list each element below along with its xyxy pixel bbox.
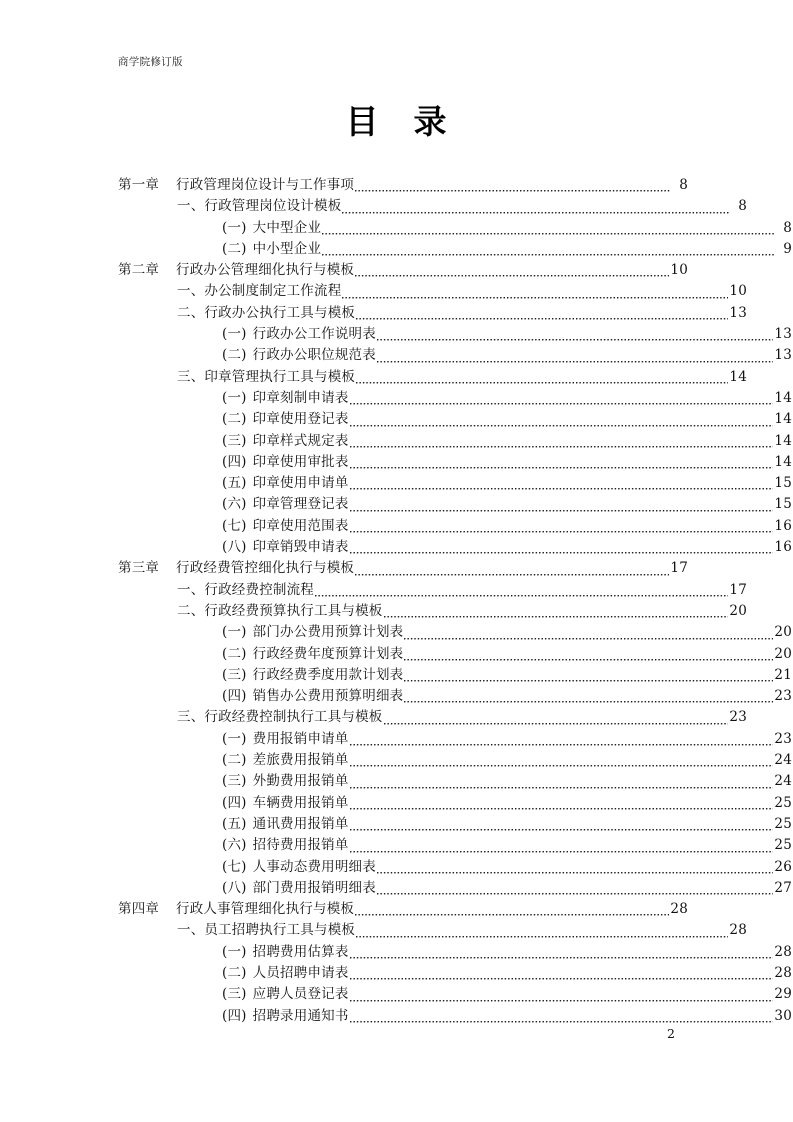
toc-entry[interactable]: [118, 707, 747, 728]
toc-dot-leader: [350, 467, 774, 469]
toc-entry-number: (二): [222, 752, 247, 769]
toc-entry-page: 25: [774, 794, 792, 811]
toc-entry-label: 销售办公费用预算明细表: [252, 688, 404, 705]
toc-dot-leader: [404, 638, 773, 640]
toc-entry-page: 14: [774, 432, 792, 449]
toc-entry-page: 27: [774, 879, 792, 896]
toc-entry[interactable]: [118, 558, 688, 579]
toc-entry-page: 20: [729, 602, 747, 619]
toc-entry-label: 行政经费年度预算计划表: [252, 645, 404, 662]
toc-entry-label: 招聘录用通知书: [252, 1007, 349, 1024]
toc-entry-number: (四): [222, 1007, 247, 1024]
toc-entry[interactable]: [118, 771, 792, 792]
toc-entry[interactable]: [118, 239, 792, 260]
toc-entry-page: 25: [774, 837, 792, 854]
toc-entry-number: (一): [222, 624, 247, 641]
toc-entry-number: (二): [222, 964, 247, 981]
toc-entry-number: (五): [222, 475, 247, 492]
toc-entry[interactable]: [118, 473, 792, 494]
toc-dot-leader: [350, 1000, 774, 1002]
toc-entry[interactable]: [118, 1006, 792, 1027]
toc-entry-number: (七): [222, 858, 247, 875]
toc-entry[interactable]: [118, 281, 747, 302]
toc-entry-number: (三): [222, 773, 247, 790]
toc-entry-label: 车辆费用报销单: [252, 794, 349, 811]
toc-entry-number: 一、: [177, 922, 205, 939]
toc-entry-number: (八): [222, 879, 247, 896]
table-of-contents: [118, 175, 792, 1027]
toc-entry-number: 第一章: [118, 177, 160, 193]
toc-entry-number: 第四章: [118, 901, 160, 918]
toc-entry-page: 20: [774, 624, 792, 641]
toc-entry-label: 行政经费管控细化执行与模板: [176, 560, 355, 577]
toc-entry[interactable]: [118, 601, 747, 622]
toc-entry-page: 8: [783, 219, 792, 236]
toc-dot-leader: [350, 765, 774, 767]
toc-entry-label: 部门办公费用预算计划表: [252, 624, 404, 641]
page-title: 目 录: [345, 102, 448, 141]
toc-entry-label: 应聘人员登记表: [252, 986, 349, 1003]
toc-dot-leader: [350, 851, 774, 853]
toc-entry-number: (四): [222, 453, 247, 470]
toc-dot-leader: [404, 701, 773, 703]
toc-dot-leader: [355, 190, 670, 192]
toc-entry-page: 16: [774, 539, 792, 556]
toc-entry-label: 办公制度制定工作流程: [204, 283, 342, 300]
toc-entry-page: 28: [774, 964, 792, 981]
toc-entry[interactable]: [118, 494, 792, 515]
toc-entry-page: 28: [774, 943, 792, 960]
toc-entry-page: 17: [670, 560, 688, 577]
toc-entry-page: 23: [774, 730, 792, 747]
toc-entry-label: 印章使用范围表: [252, 517, 349, 534]
toc-entry-number: (三): [222, 986, 247, 1003]
toc-entry[interactable]: [118, 665, 792, 686]
toc-entry-number: 三、: [177, 709, 205, 726]
toc-entry-page: 16: [774, 517, 792, 534]
toc-entry-number: (四): [222, 688, 247, 705]
toc-entry[interactable]: [118, 644, 792, 665]
toc-entry-page: 13: [774, 326, 792, 343]
toc-dot-leader: [350, 808, 774, 810]
toc-entry[interactable]: [118, 899, 688, 920]
toc-entry-page: 14: [729, 368, 747, 385]
toc-dot-leader: [350, 829, 774, 831]
toc-dot-leader: [350, 957, 774, 959]
toc-entry-label: 印章管理登记表: [252, 496, 349, 513]
toc-entry-page: 28: [729, 922, 747, 939]
toc-entry-number: (五): [222, 815, 247, 832]
toc-entry-page: 28: [670, 901, 688, 918]
toc-entry-label: 行政办公职位规范表: [252, 347, 376, 364]
toc-entry-page: 29: [774, 986, 792, 1003]
toc-dot-leader: [350, 1021, 774, 1023]
toc-entry-number: (六): [222, 496, 247, 513]
toc-dot-leader: [350, 552, 774, 554]
toc-entry-label: 行政经费控制执行工具与模板: [204, 709, 383, 726]
toc-entry[interactable]: [118, 750, 792, 771]
toc-entry[interactable]: [118, 345, 792, 366]
toc-dot-leader: [350, 787, 774, 789]
toc-dot-leader: [377, 339, 773, 341]
toc-entry[interactable]: [118, 218, 792, 239]
toc-entry-number: 第三章: [118, 560, 160, 577]
toc-entry-label: 通讯费用报销单: [252, 815, 349, 832]
toc-entry-label: 印章管理执行工具与模板: [204, 368, 356, 385]
toc-entry-number: (二): [222, 240, 247, 257]
toc-entry-page: 13: [729, 304, 747, 321]
toc-entry[interactable]: [118, 686, 792, 707]
toc-entry[interactable]: [118, 516, 792, 537]
toc-entry-page: 15: [774, 475, 792, 492]
toc-entry-label: 行政经费季度用款计划表: [252, 666, 404, 683]
toc-dot-leader: [356, 318, 728, 320]
toc-entry-number: (一): [222, 730, 247, 747]
toc-entry-number: (一): [222, 943, 247, 960]
toc-entry[interactable]: [118, 175, 688, 196]
toc-entry[interactable]: [118, 409, 792, 430]
toc-entry-label: 招聘费用估算表: [252, 943, 349, 960]
toc-dot-leader: [355, 574, 669, 576]
toc-entry-page: 13: [774, 347, 792, 364]
toc-entry-label: 行政管理岗位设计模板: [204, 198, 342, 215]
toc-entry-label: 印章样式规定表: [252, 432, 349, 449]
toc-entry-number: 一、: [177, 198, 205, 215]
toc-entry-page: 10: [729, 283, 747, 300]
toc-entry-page: 20: [774, 645, 792, 662]
toc-dot-leader: [350, 744, 774, 746]
toc-entry[interactable]: [118, 835, 792, 856]
toc-dot-leader: [350, 978, 774, 980]
toc-entry[interactable]: [118, 857, 792, 878]
toc-entry-label: 印章销毁申请表: [252, 539, 349, 556]
toc-dot-leader: [384, 616, 729, 618]
toc-entry-number: 三、: [177, 368, 205, 385]
toc-dot-leader: [404, 659, 773, 661]
toc-entry-label: 行政经费控制流程: [204, 581, 315, 598]
toc-dot-leader: [342, 212, 729, 214]
toc-entry[interactable]: [118, 452, 792, 473]
toc-dot-leader: [384, 723, 729, 725]
toc-entry[interactable]: [118, 942, 792, 963]
toc-entry-number: (一): [222, 219, 247, 236]
page-header: 商学院修订版: [118, 56, 183, 68]
toc-dot-leader: [356, 936, 728, 938]
toc-entry[interactable]: [118, 729, 792, 750]
toc-entry-label: 员工招聘执行工具与模板: [204, 922, 356, 939]
toc-dot-leader: [377, 361, 773, 363]
toc-entry-page: 26: [774, 858, 792, 875]
toc-entry[interactable]: [118, 388, 792, 409]
toc-entry-page: 25: [774, 815, 792, 832]
toc-entry-page: 14: [774, 453, 792, 470]
toc-entry-label: 印章使用申请单: [252, 475, 349, 492]
toc-entry-label: 印章刻制申请表: [252, 389, 349, 406]
toc-entry-number: (二): [222, 645, 247, 662]
toc-entry-page: 8: [679, 177, 688, 193]
toc-entry-label: 大中型企业: [252, 219, 322, 236]
toc-entry-number: (七): [222, 517, 247, 534]
toc-dot-leader: [355, 275, 669, 277]
toc-entry[interactable]: [118, 814, 792, 835]
toc-entry[interactable]: [118, 196, 747, 217]
toc-entry[interactable]: [118, 303, 747, 324]
toc-entry-number: (二): [222, 347, 247, 364]
toc-entry-number: (一): [222, 326, 247, 343]
toc-entry-label: 差旅费用报销单: [252, 752, 349, 769]
toc-entry-label: 外勤费用报销单: [252, 773, 349, 790]
toc-entry-page: 30: [774, 1007, 792, 1024]
toc-entry[interactable]: [118, 984, 792, 1005]
toc-entry-page: 10: [670, 262, 688, 279]
toc-entry-label: 行政人事管理细化执行与模板: [176, 901, 355, 918]
toc-entry[interactable]: [118, 793, 792, 814]
toc-entry-label: 行政办公执行工具与模板: [204, 304, 356, 321]
toc-entry-page: 23: [729, 709, 747, 726]
toc-entry[interactable]: [118, 537, 792, 558]
toc-entry-number: 二、: [177, 304, 205, 321]
toc-entry[interactable]: [118, 431, 792, 452]
toc-entry-label: 招待费用报销单: [252, 837, 349, 854]
toc-entry-number: (一): [222, 389, 247, 406]
toc-entry-label: 行政经费预算执行工具与模板: [204, 602, 383, 619]
toc-entry[interactable]: [118, 920, 747, 941]
toc-entry-number: 一、: [177, 581, 205, 598]
toc-dot-leader: [377, 893, 773, 895]
toc-entry[interactable]: [118, 622, 792, 643]
toc-dot-leader: [350, 510, 774, 512]
toc-dot-leader: [350, 531, 774, 533]
toc-entry-number: (三): [222, 432, 247, 449]
toc-entry-label: 人员招聘申请表: [252, 964, 349, 981]
toc-entry-label: 行政办公工作说明表: [252, 326, 376, 343]
toc-dot-leader: [404, 680, 773, 682]
toc-entry-page: 24: [774, 773, 792, 790]
toc-entry[interactable]: [118, 580, 747, 601]
toc-entry[interactable]: [118, 878, 792, 899]
toc-entry-label: 印章使用登记表: [252, 411, 349, 428]
toc-entry-page: 8: [738, 198, 747, 215]
toc-entry-page: 24: [774, 752, 792, 769]
toc-dot-leader: [355, 914, 669, 916]
toc-dot-leader: [350, 488, 774, 490]
toc-dot-leader: [315, 595, 728, 597]
toc-entry[interactable]: [118, 367, 747, 388]
toc-dot-leader: [356, 382, 728, 384]
toc-entry-page: 14: [774, 389, 792, 406]
toc-dot-leader: [322, 233, 774, 235]
toc-entry-label: 部门费用报销明细表: [252, 879, 376, 896]
toc-entry-page: 21: [774, 666, 792, 683]
toc-entry-page: 9: [783, 240, 792, 257]
toc-entry-number: 第二章: [118, 262, 160, 279]
toc-entry[interactable]: [118, 324, 792, 345]
toc-entry-page: 17: [729, 581, 747, 598]
toc-entry-page: 23: [774, 688, 792, 705]
toc-entry-label: 印章使用审批表: [252, 453, 349, 470]
toc-entry-label: 人事动态费用明细表: [252, 858, 376, 875]
toc-dot-leader: [377, 872, 773, 874]
toc-entry-number: 一、: [177, 283, 205, 300]
toc-entry-number: (四): [222, 794, 247, 811]
toc-entry-label: 费用报销申请单: [252, 730, 349, 747]
page-number-footer: 2: [667, 1026, 675, 1041]
toc-entry-label: 行政管理岗位设计与工作事项: [176, 177, 355, 193]
toc-entry-number: (八): [222, 539, 247, 556]
toc-entry-label: 中小型企业: [252, 240, 322, 257]
toc-entry-label: 行政办公管理细化执行与模板: [176, 262, 355, 279]
toc-entry-page: 15: [774, 496, 792, 513]
toc-entry[interactable]: [118, 260, 688, 281]
toc-dot-leader: [342, 297, 728, 299]
toc-dot-leader: [350, 403, 774, 405]
toc-entry-number: (三): [222, 666, 247, 683]
toc-dot-leader: [350, 446, 774, 448]
toc-entry[interactable]: [118, 963, 792, 984]
toc-dot-leader: [350, 425, 774, 427]
toc-entry-page: 14: [774, 411, 792, 428]
toc-entry-number: (六): [222, 837, 247, 854]
toc-dot-leader: [322, 254, 774, 256]
toc-entry-number: 二、: [177, 602, 205, 619]
toc-entry-number: (二): [222, 411, 247, 428]
